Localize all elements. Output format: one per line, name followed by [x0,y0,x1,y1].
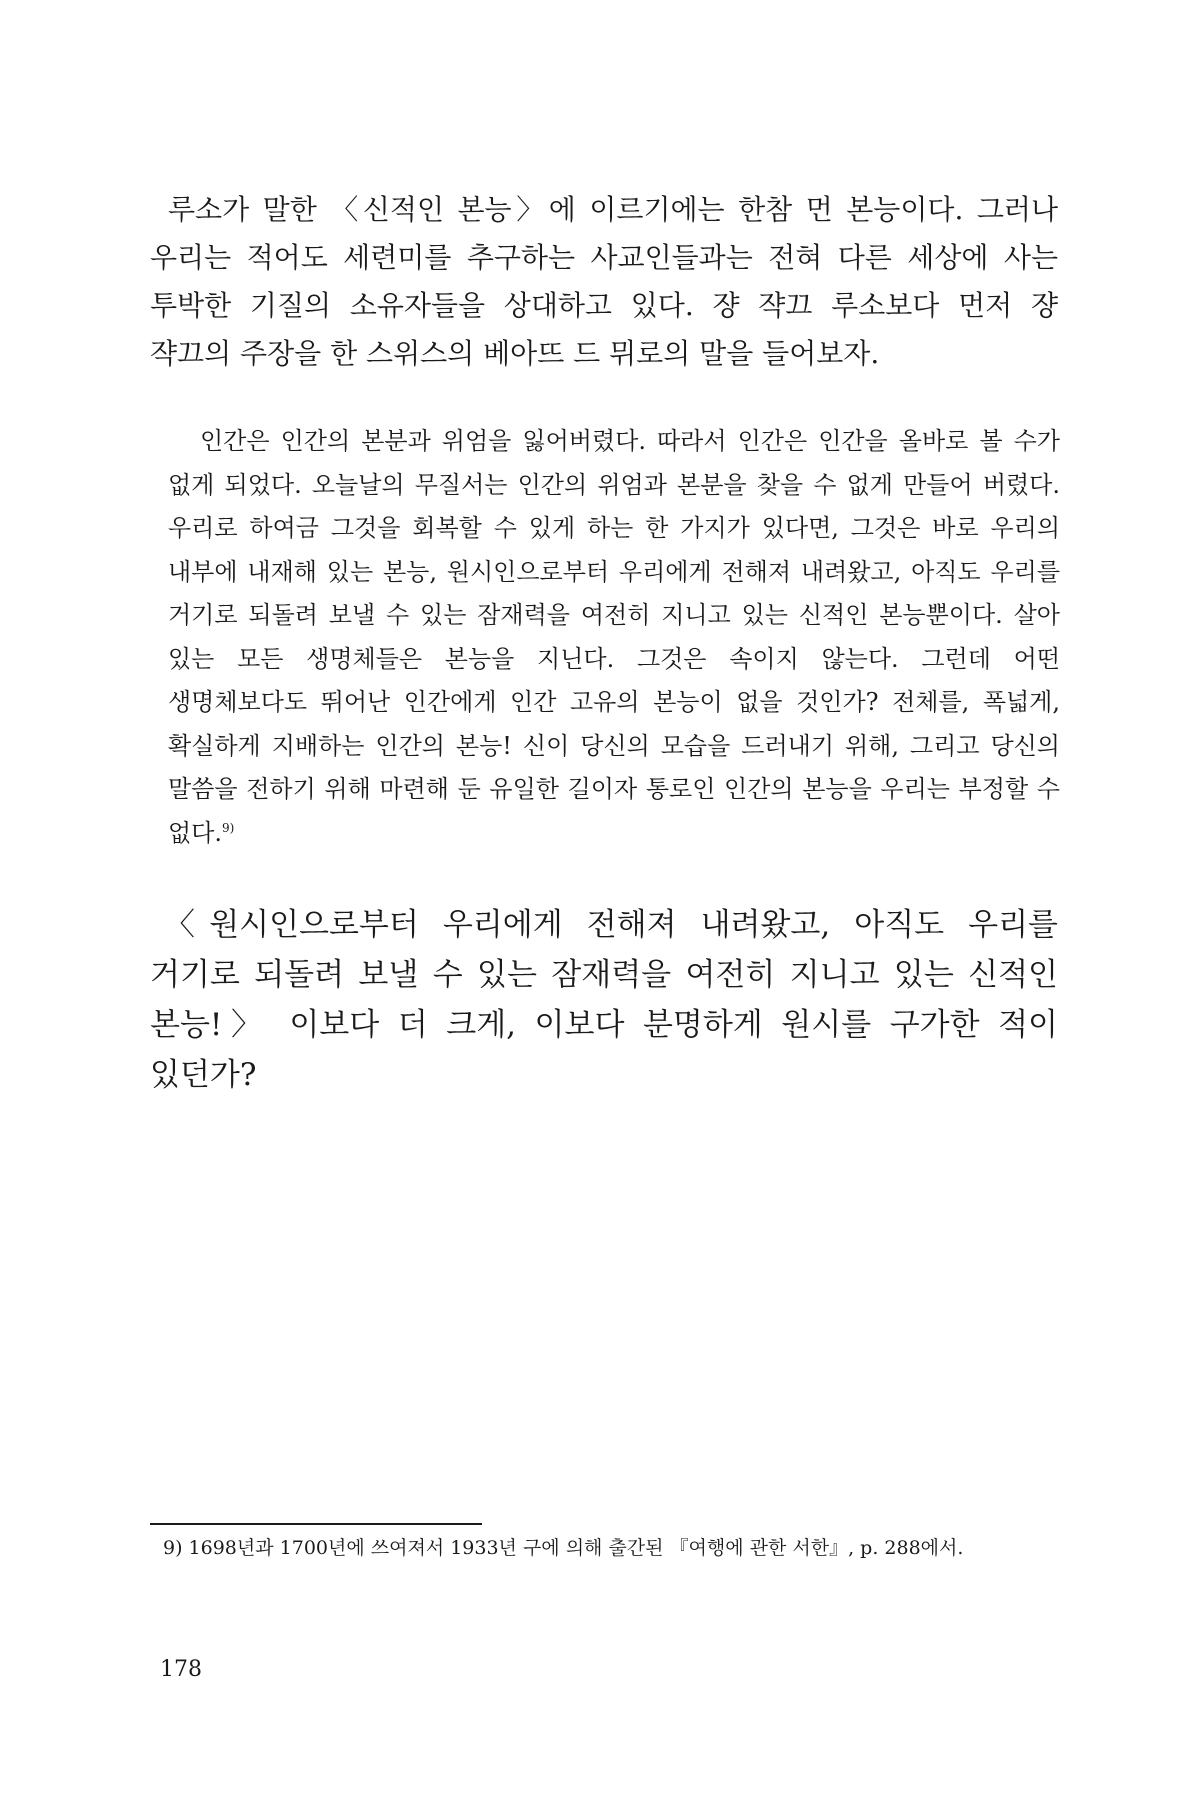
footnote-divider [150,1523,482,1525]
footnote-reference-mark[interactable]: 9) [222,820,235,835]
footnote: 9) 1698년과 1700년에 쓰여져서 1933년 구에 의해 출간된 『여행에 관한 서한』, p. 288에서. [163,1537,964,1559]
block-quote-text: 인간은 인간의 본분과 위엄을 잃어버렸다. 따라서 인간은 인간을 올바로 볼 수가 없게 되었다. 오늘날의 무질서는 인간의 위엄과 본분을 찾을 수 없게 만들어 버렸다. 우리로 하여금 그것을 회복할 수 있게 하는 한 가지가 있다면, 그것은 바로 우리의 내부에 내재해 있는 본능, 원시인으로부터 우리에게 전해져 내려왔고, 아직도 우리를 거기로 되돌려 보낼 수 있는 잠재력을 여전히 지니고 있는 신적인 본능뿐이다. 살아 있는 모든 생명체들은 본능을 지닌다. 그것은 속이지 않는다. 그런데 어떤 생명체보다도 뛰어난 인간에게 인간 고유의 본능이 없을 것인가? 전체를, 폭넓게, 확실하게 지배하는 인간의 본능! 신이 당신의 모습을 드러내기 위해, 그리고 당신의 말씀을 전하기 위해 마련해 둔 유일한 길이자 통로인 인간의 본능을 우리는 부정할 수 없다. [168,427,1060,847]
block-quote [168,420,1060,855]
body-paragraph-2: 〈원시인으로부터 우리에게 전해져 내려왔고, 아직도 우리를 거기로 되돌려 보낼 수 있는 잠재력을 여전히 지니고 있는 신적인 본능!〉 이보다 더 크게, 이보다 분명하게 원시를 구가한 적이 있던가? [150,907,1058,1093]
body-paragraph-1: 루소가 말한 〈신적인 본능〉에 이르기에는 한참 먼 본능이다. 그러나 우리는 적어도 세련미를 추구하는 사교인들과는 전혀 다른 세상에 사는 투박한 기질의 소유자들을 상대하고 있다. 쟝 쟉끄 루소보다 먼저 쟝 쟉끄의 주장을 한 스위스의 베아뜨 드 뮈로의 말을 들어보자. [150,193,1058,370]
page-number: 178 [160,1657,202,1682]
